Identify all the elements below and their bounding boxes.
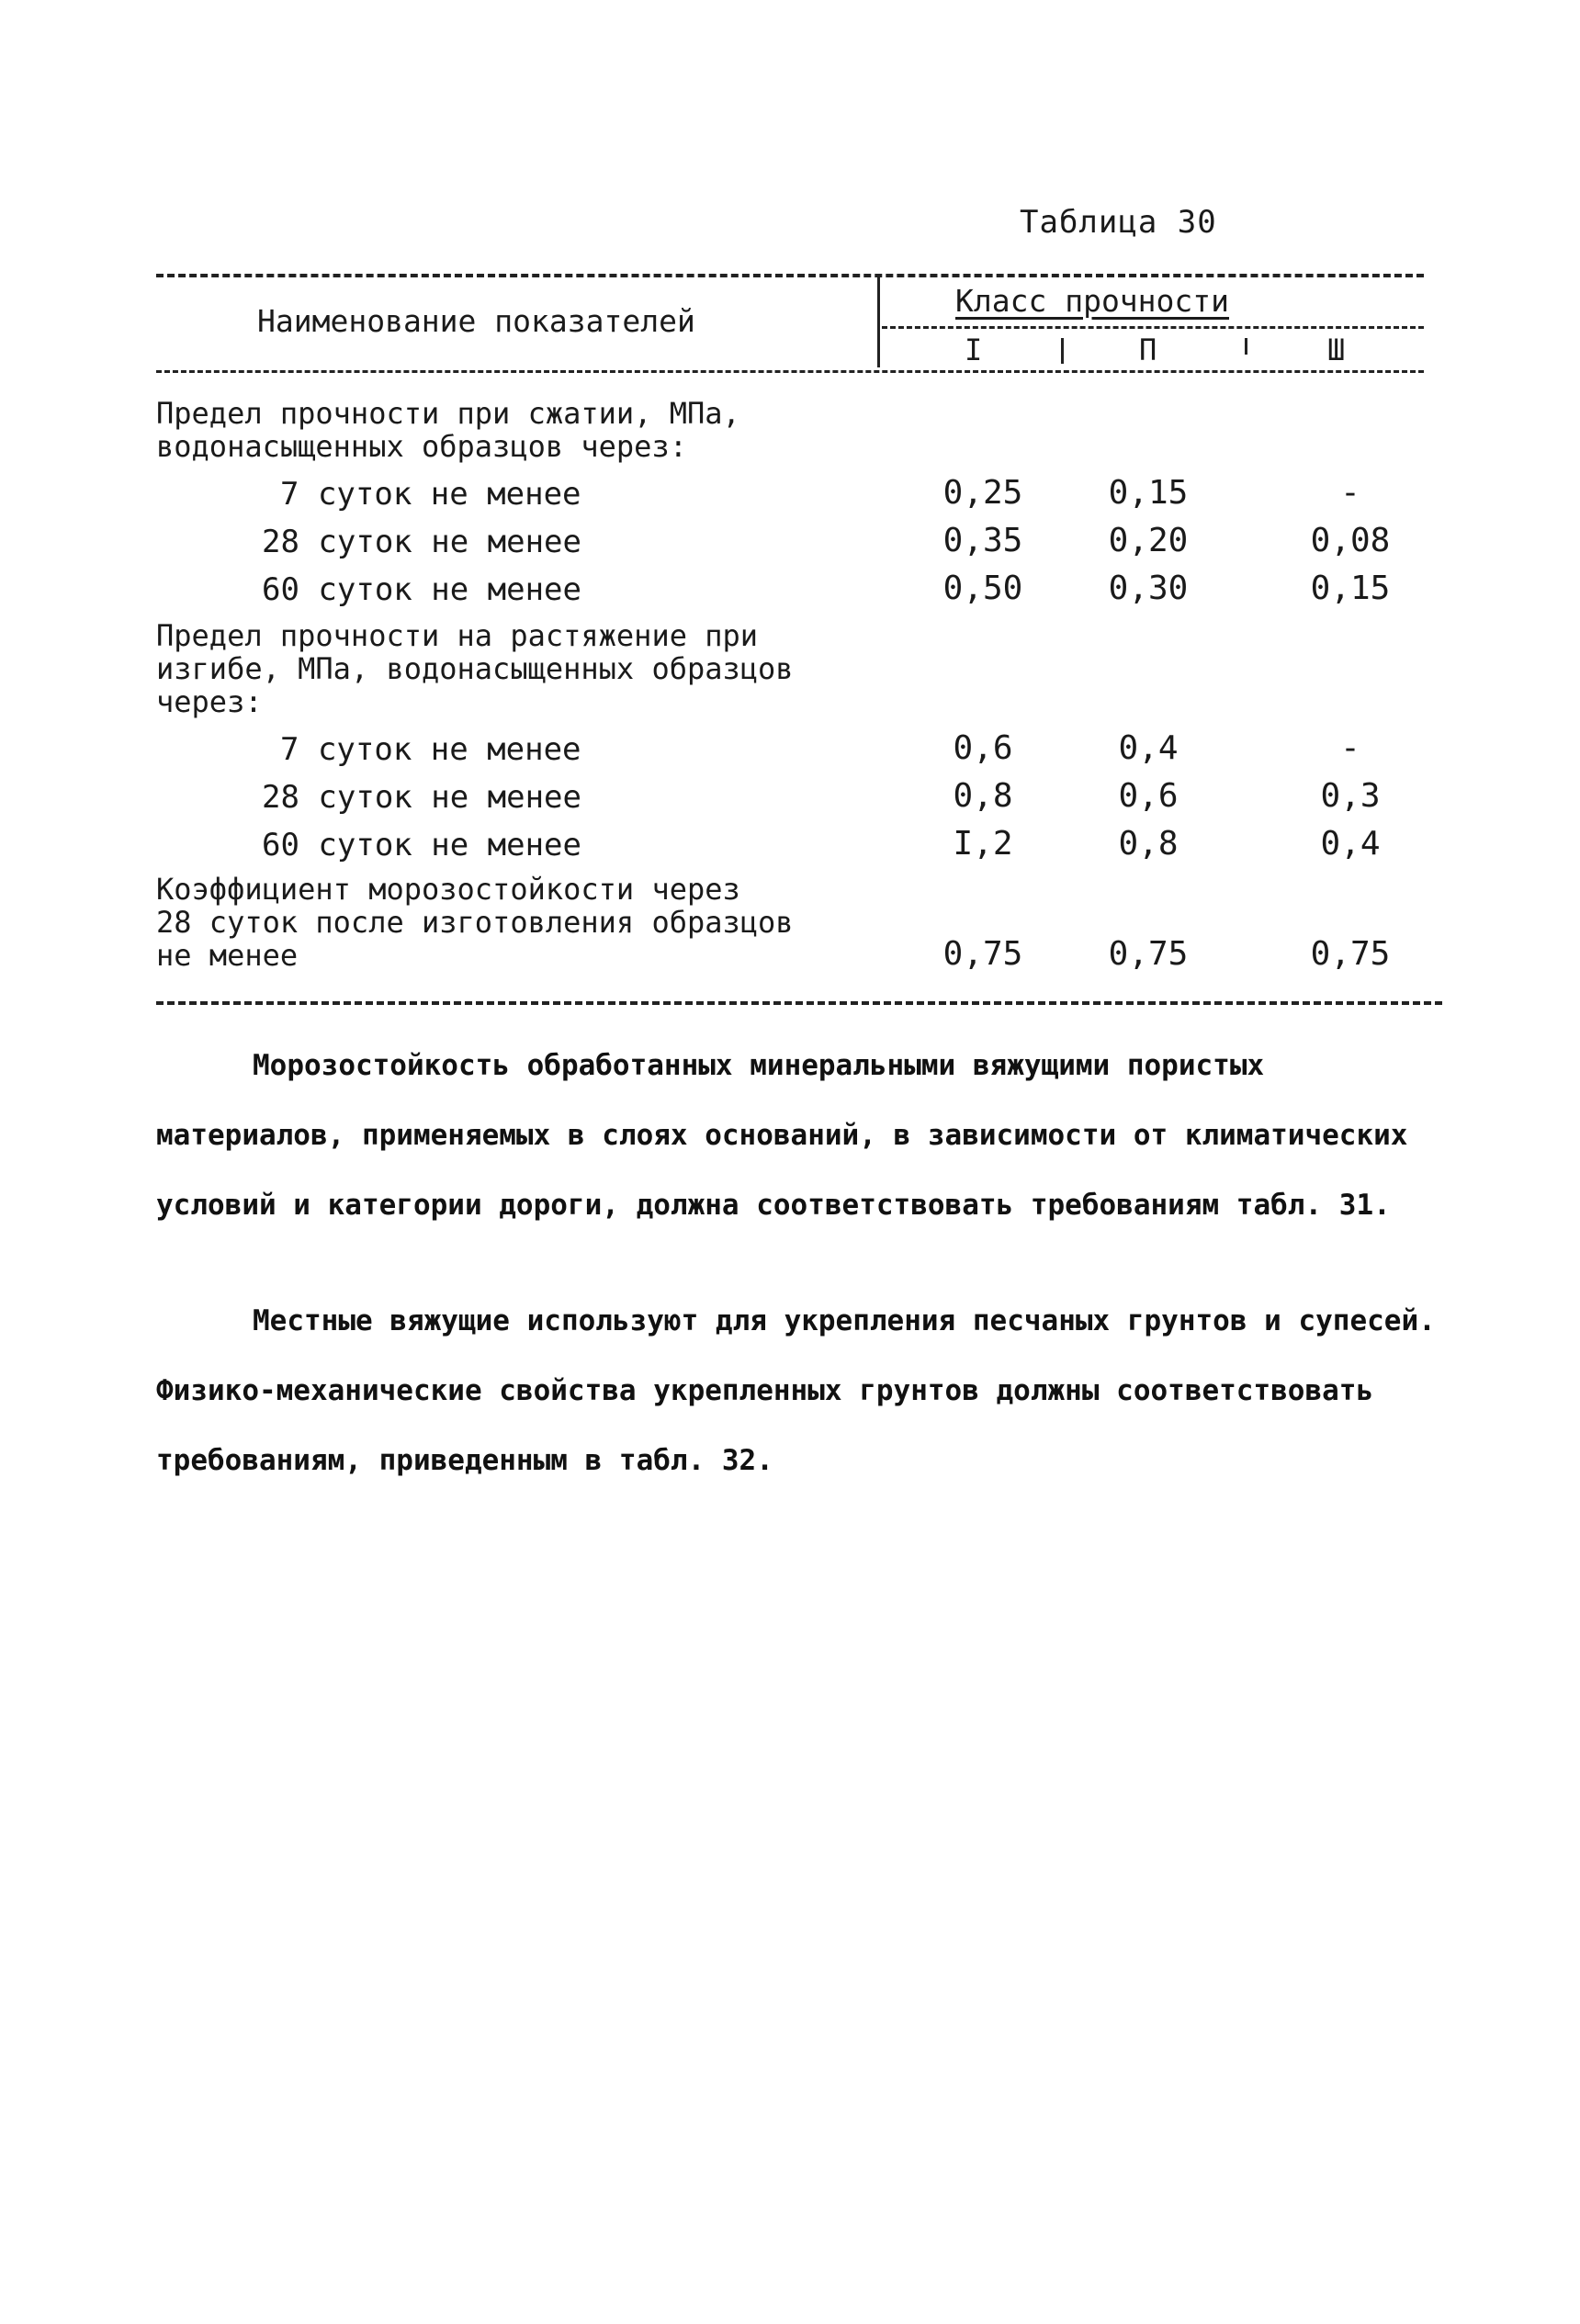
cell-value: 0,75 — [1108, 935, 1189, 973]
cell-value: 0,20 — [1108, 522, 1189, 559]
row-label: 60 суток не менее — [262, 827, 581, 863]
cell-value: 0,75 — [1310, 935, 1391, 973]
group-title-line: Предел прочности на растяжение при — [156, 618, 759, 653]
cell-value: 0,35 — [942, 522, 1023, 559]
cell-value: 0,50 — [942, 570, 1023, 607]
cell-value: 0,30 — [1108, 570, 1189, 607]
cell-value: 0,08 — [1310, 522, 1391, 559]
header-bottom-rule — [156, 370, 1424, 373]
group-title-line: водонасыщенных образцов через: — [156, 429, 687, 464]
row-label: 60 суток не менее — [262, 571, 581, 608]
cell-value: - — [1340, 474, 1360, 512]
header-class-column: Класс прочности — [955, 283, 1230, 319]
cell-value: 0,25 — [942, 474, 1023, 512]
cell-value: 0,6 — [953, 729, 1013, 767]
cell-value: 0,4 — [1320, 825, 1381, 863]
cell-value: 0,4 — [1118, 729, 1179, 767]
table-bottom-rule — [156, 1001, 1442, 1005]
header-sub-rule — [882, 326, 1424, 329]
table-top-rule — [156, 274, 1424, 277]
group-title-line: через: — [156, 684, 263, 719]
group-title-line: Предел прочности при сжатии, МПа, — [156, 396, 740, 431]
row-label: 7 суток не менее — [280, 476, 581, 513]
group-title-line: не менее — [156, 938, 299, 973]
group-title-line: 28 суток после изготовления образцов — [156, 905, 794, 940]
header-subcol-1: I — [965, 333, 983, 367]
header-subcol-3: Ш — [1327, 333, 1346, 367]
header-tick — [1061, 338, 1064, 364]
table-caption: Таблица 30 — [1020, 204, 1217, 241]
cell-value: - — [1340, 729, 1360, 767]
cell-value: 0,15 — [1310, 570, 1391, 607]
cell-value: 0,15 — [1108, 474, 1189, 512]
header-name-column: Наименование показателей — [257, 303, 695, 339]
cell-value: 0,75 — [942, 935, 1023, 973]
cell-value: 0,8 — [953, 777, 1013, 815]
group-title-line: Коэффициент морозостойкости через — [156, 872, 740, 907]
row-label: 7 суток не менее — [280, 731, 581, 768]
row-label: 28 суток не менее — [262, 779, 581, 816]
cell-value: 0,6 — [1118, 777, 1179, 815]
cell-value: 0,3 — [1320, 777, 1381, 815]
body-paragraph: Местные вяжущие используют для укрепления песчаных грунтов и супесей. Физико-механические свойства укрепленных грунтов должны соответствовать требованиям, приведенным в табл. 32. — [156, 1304, 1436, 1477]
group-title-line: изгибе, МПа, водонасыщенных образцов — [156, 651, 794, 686]
body-paragraph: Морозостойкость обработанных минеральными вяжущими пористых материалов, применяемых в слоях оснований, в зависимости от климатических условий и категории дороги, должна соответствовать требованиям табл. 31. — [156, 1049, 1408, 1222]
row-label: 28 суток не менее — [262, 524, 581, 560]
header-divider — [877, 276, 880, 367]
header-subcol-2: П — [1139, 333, 1157, 367]
header-tick — [1245, 338, 1247, 355]
cell-value: I,2 — [953, 825, 1013, 863]
cell-value: 0,8 — [1118, 825, 1179, 863]
